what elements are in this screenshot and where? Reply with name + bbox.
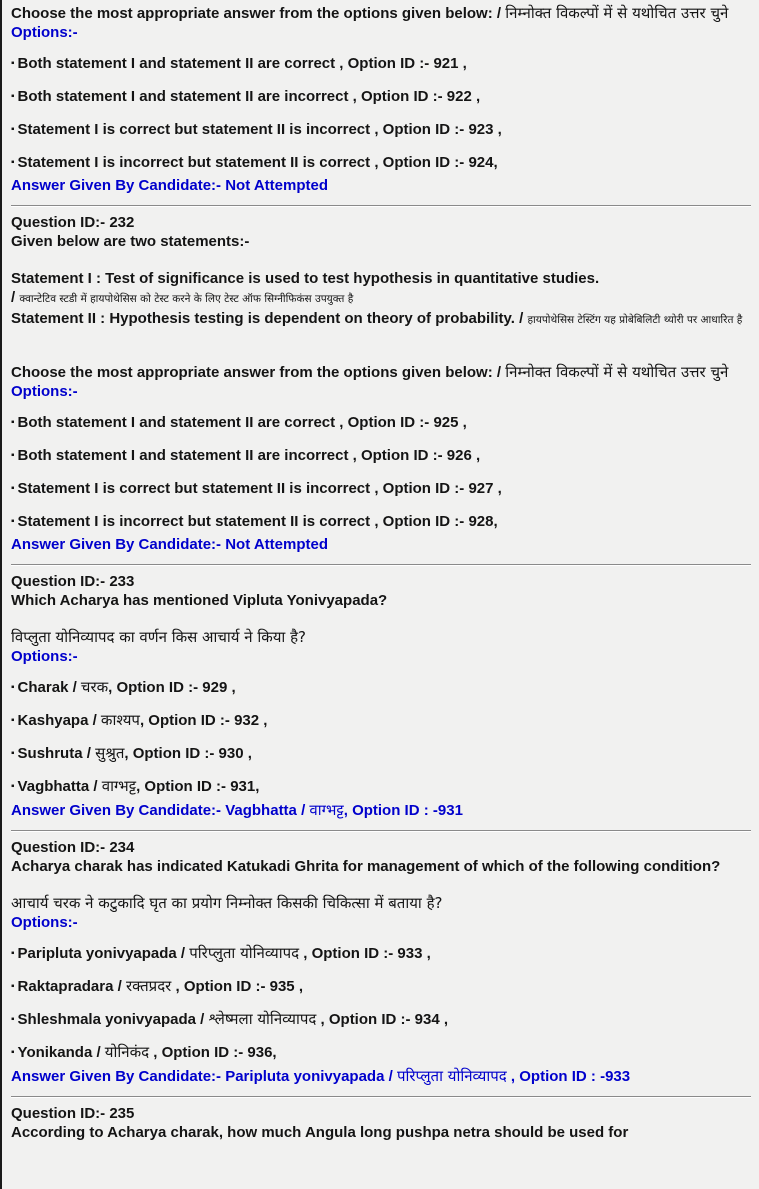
- option-text-en: Sushruta /: [17, 745, 96, 762]
- option-text-en: Yonikanda /: [17, 1044, 105, 1061]
- option-row: [11, 1010, 751, 1031]
- option-text-hindi: श्लेष्मला योनिव्यापद: [208, 1010, 317, 1028]
- option-text-en: Paripluta yonivyapada /: [17, 945, 190, 962]
- option-row: [11, 777, 751, 798]
- bullet-icon: ▪: [11, 58, 15, 69]
- bullet-icon: ▪: [11, 516, 15, 527]
- bullet-icon: ▪: [11, 682, 15, 693]
- answer-value-hindi: वाग्भट्ट: [309, 801, 344, 819]
- bullet-icon: ▪: [11, 450, 15, 461]
- question-id: Question ID:- 235: [11, 1105, 135, 1122]
- option-text-en: Kashyapa /: [17, 712, 101, 729]
- question-id: Question ID:- 232: [11, 214, 135, 231]
- choose-prompt-hi: निम्नोक्त विकल्पों में से यथोचित उत्तर चुने: [505, 363, 729, 381]
- choose-prompt-en: Choose the most appropriate answer from the options given below: /: [11, 364, 502, 381]
- slash-separator: /: [11, 289, 16, 306]
- option-row: [11, 977, 751, 998]
- option-text-en: Raktapradara /: [17, 978, 126, 995]
- question-id: Question ID:- 234: [11, 839, 135, 856]
- option-text: Statement I is incorrect but statement II is correct , Option ID :- 928,: [17, 513, 498, 530]
- answer-label: Answer Given By Candidate:-: [11, 177, 222, 194]
- answer-label: Answer Given By Candidate:-: [11, 802, 222, 819]
- question-block-235: [11, 1104, 751, 1142]
- option-row: [11, 1043, 751, 1064]
- statement-2-hindi: हायपोथेसिस टेस्टिंग यह प्रोबेबिलिटी थ्योरी पर आधारित है: [527, 314, 743, 326]
- option-text: Both statement I and statement II are correct , Option ID :- 925 ,: [17, 414, 467, 431]
- answer-given-line: [11, 1066, 751, 1087]
- question-block-231: [11, 4, 751, 196]
- option-text: Statement I is correct but statement II is incorrect , Option ID :- 927 ,: [17, 480, 502, 497]
- answer-given-line: [11, 800, 751, 821]
- bullet-icon: ▪: [11, 483, 15, 494]
- bullet-icon: ▪: [11, 157, 15, 168]
- answer-option-id: , Option ID : -933: [506, 1068, 631, 1085]
- option-text-en: Vagbhatta /: [17, 778, 102, 795]
- divider: [11, 1096, 751, 1098]
- answer-given-line: [11, 535, 751, 555]
- option-row: [11, 944, 751, 965]
- question-intro: Given below are two statements:-: [11, 233, 250, 250]
- bullet-icon: ▪: [11, 781, 15, 792]
- option-row: [11, 153, 751, 174]
- option-id-text: , Option ID :- 932 ,: [139, 712, 268, 729]
- option-row: [11, 54, 751, 75]
- option-row: [11, 87, 751, 108]
- option-text-hindi: सुश्रुत: [95, 744, 125, 762]
- option-row: [11, 711, 751, 732]
- option-text: Both statement I and statement II are incorrect , Option ID :- 926 ,: [17, 447, 481, 464]
- option-id-text: , Option ID :- 936,: [149, 1044, 277, 1061]
- bullet-icon: ▪: [11, 715, 15, 726]
- option-row: [11, 479, 751, 500]
- question-text-en: Which Acharya has mentioned Vipluta Yonivyapada?: [11, 592, 388, 609]
- option-text: Both statement I and statement II are incorrect , Option ID :- 922 ,: [17, 88, 481, 105]
- option-text-en: Shleshmala yonivyapada /: [17, 1011, 209, 1028]
- question-text-en: Acharya charak has indicated Katukadi Ghrita for management of which of the following condition?: [11, 858, 721, 875]
- answer-given-line: [11, 176, 751, 196]
- option-id-text: , Option ID :- 934 ,: [316, 1011, 449, 1028]
- option-text-hindi: योनिकंद: [104, 1043, 150, 1061]
- answer-value: Not Attempted: [225, 177, 328, 194]
- option-row: [11, 446, 751, 467]
- option-text: Statement I is correct but statement II is incorrect , Option ID :- 923 ,: [17, 121, 502, 138]
- divider: [11, 205, 751, 207]
- option-row: [11, 413, 751, 434]
- option-text-hindi: रक्तप्रदर: [125, 977, 172, 995]
- option-text-hindi: परिप्लुता योनिव्यापद: [189, 944, 300, 962]
- option-text-hindi: काश्यप: [100, 711, 140, 729]
- answer-value: Not Attempted: [225, 536, 328, 553]
- question-text-en: According to Acharya charak, how much Angula long pushpa netra should be used for: [11, 1124, 629, 1141]
- statement-1: Statement I : Test of significance is used to test hypothesis in quantitative studies.: [11, 270, 600, 287]
- option-id-text: , Option ID :- 935 ,: [171, 978, 303, 995]
- bullet-icon: ▪: [11, 748, 15, 759]
- answer-option-id: , Option ID : -931: [343, 802, 463, 819]
- option-row: [11, 678, 751, 699]
- bullet-icon: ▪: [11, 91, 15, 102]
- question-text-hindi: विप्लुता योनिव्यापद का वर्णन किस आचार्य ने किया है?: [11, 628, 307, 646]
- bullet-icon: ▪: [11, 981, 15, 992]
- question-id: Question ID:- 233: [11, 573, 135, 590]
- option-text-hindi: वाग्भट्ट: [101, 777, 137, 795]
- option-id-text: , Option ID :- 933 ,: [299, 945, 431, 962]
- divider: [11, 564, 751, 566]
- choose-prompt: [11, 4, 751, 23]
- option-row: [11, 744, 751, 765]
- option-text-en: Charak /: [17, 679, 81, 696]
- options-label: Options:-: [11, 24, 78, 41]
- options-label: Options:-: [11, 383, 78, 400]
- question-block-233: [11, 572, 751, 821]
- bullet-icon: ▪: [11, 124, 15, 135]
- answer-value-hindi: परिप्लुता योनिव्यापद: [396, 1067, 507, 1085]
- divider: [11, 830, 751, 832]
- answer-value-en: Paripluta yonivyapada /: [221, 1068, 397, 1085]
- bullet-icon: ▪: [11, 948, 15, 959]
- option-text: Both statement I and statement II are correct , Option ID :- 921 ,: [17, 55, 467, 72]
- statement-2: Statement II : Hypothesis testing is dependent on theory of probability. / हायपोथेसिस टेस्टिंग यह प्रोबेबिलिटी थ्योरी पर आधारित है: [11, 310, 743, 327]
- option-row: [11, 512, 751, 533]
- options-label: Options:-: [11, 914, 78, 931]
- question-block-232: [11, 213, 751, 555]
- choose-prompt-en: Choose the most appropriate answer from the options given below: /: [11, 5, 502, 22]
- option-id-text: , Option ID :- 931,: [136, 778, 260, 795]
- answer-value-en: Vagbhatta /: [221, 802, 310, 819]
- question-block-234: [11, 838, 751, 1087]
- option-id-text: , Option ID :- 929 ,: [108, 679, 236, 696]
- statement-1-hindi: / क्वान्टेटिव स्टडी में हायपोथेसिस को टेस्ट करने के लिए टेस्ट ऑफ सिग्नीफिकंस उपयुक्त है: [11, 289, 354, 306]
- option-row: [11, 120, 751, 141]
- answer-label: Answer Given By Candidate:-: [11, 1068, 222, 1085]
- choose-prompt-hi: निम्नोक्त विकल्पों में से यथोचित उत्तर चुने: [505, 4, 729, 22]
- choose-prompt: [11, 363, 751, 382]
- answer-label: Answer Given By Candidate:-: [11, 536, 222, 553]
- option-text: Statement I is incorrect but statement II is correct , Option ID :- 924,: [17, 154, 498, 171]
- question-text-hindi: आचार्य चरक ने कटुकादि घृत का प्रयोग निम्नोक्त किसकी चिकित्सा में बताया है?: [11, 894, 443, 912]
- options-label: Options:-: [11, 648, 78, 665]
- bullet-icon: ▪: [11, 1014, 15, 1025]
- bullet-icon: ▪: [11, 417, 15, 428]
- option-text-hindi: चरक: [80, 678, 109, 696]
- bullet-icon: ▪: [11, 1047, 15, 1058]
- option-id-text: , Option ID :- 930 ,: [124, 745, 252, 762]
